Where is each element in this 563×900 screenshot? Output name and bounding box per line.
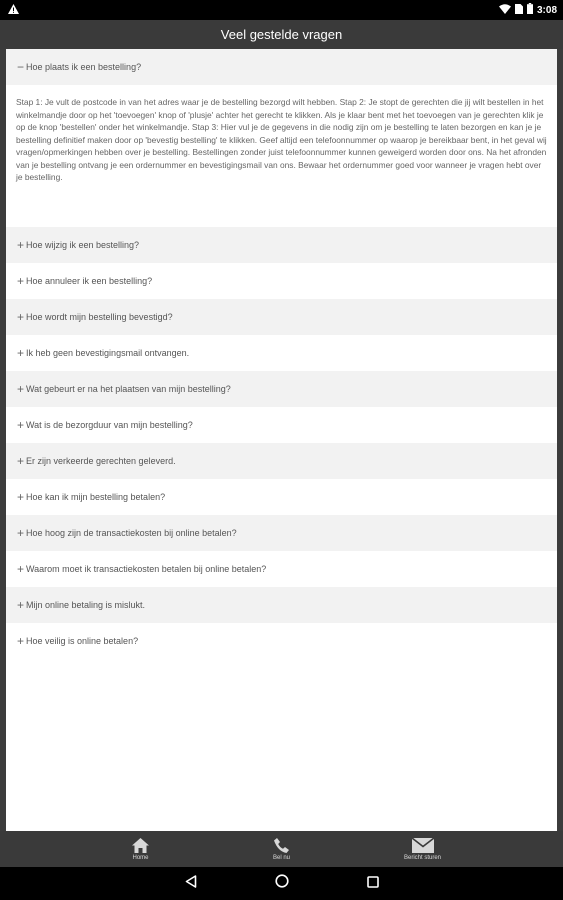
status-bar [0, 0, 563, 20]
page-title: Veel gestelde vragen [220, 27, 343, 42]
nav-message[interactable] [378, 838, 468, 861]
faq-question-label: Er zijn verkeerde gerechten geleverd. [26, 456, 176, 466]
faq-question-label: Waarom moet ik transactiekosten betalen bij online betalen? [26, 564, 267, 574]
warning-icon [8, 4, 19, 17]
faq-question[interactable] [6, 335, 557, 371]
faq-question-label: Hoe kan ik mijn bestelling betalen? [26, 492, 166, 502]
faq-answer: Stap 1: Je vult de postcode in van het adres waar je de bestelling bezorgd wilt hebben. Stap 2: Je stopt de gerechten die jij wilt bestellen in het winkelmandje door op het 'toevoegen' knop of 'plusje' achter het gerecht te klikken. Als je klaar bent met het toevoegen van je gerechten klik je op de knop 'bestellen' onder het winkelmandje. Stap 3: Hier vul je de gegevens in die nodig zijn om je bestelling te laten bezorgen en kan je je bestelling definitief maken door op 'bevestig bestelling' te klikken. Geef altijd een telefoonnummer op waarop je bereikbaar bent, in het geval wij vragen/opmerkingen hebben over je bestelling. Bestellingen zonder juist telefoonnummer kunnen geweigerd worden door ons. Na het afronden van je bestelling ontvang je een ordernummer en bevestigingsmail van ons. Bewaar het ordernummer goed voor wanneer je vragen hebt over je bestelling. [16, 97, 547, 182]
plus-icon: + [16, 490, 24, 504]
faq-question[interactable] [6, 551, 557, 587]
nav-call-label: Bel nu [272, 854, 290, 861]
home-circle-icon[interactable] [275, 874, 289, 893]
faq-question-label: Ik heb geen bevestigingsmail ontvangen. [26, 348, 190, 358]
faq-question[interactable] [6, 263, 557, 299]
faq-question[interactable] [6, 479, 557, 515]
plus-icon: + [16, 346, 24, 360]
nav-home[interactable] [96, 838, 186, 861]
faq-question-expanded[interactable] [6, 49, 557, 85]
back-icon[interactable] [185, 875, 197, 893]
faq-question[interactable] [6, 623, 557, 659]
faq-question[interactable] [6, 407, 557, 443]
no-sim-icon [515, 4, 523, 17]
plus-icon: + [16, 382, 24, 396]
plus-icon: + [16, 310, 24, 324]
faq-question-label: Hoe annuleer ik een bestelling? [26, 276, 153, 286]
plus-icon: + [16, 418, 24, 432]
bottom-nav [0, 831, 563, 867]
faq-list [6, 49, 557, 831]
mail-icon [412, 838, 434, 855]
faq-question[interactable] [6, 443, 557, 479]
plus-icon: + [16, 634, 24, 648]
faq-question-label: Hoe hoog zijn de transactiekosten bij online betalen? [26, 528, 237, 538]
faq-question[interactable] [6, 299, 557, 335]
faq-question-label: Hoe wordt mijn bestelling bevestigd? [26, 312, 173, 322]
home-icon [132, 838, 149, 855]
status-time: 3:08 [536, 4, 557, 16]
plus-icon: + [16, 562, 24, 576]
faq-question[interactable] [6, 587, 557, 623]
faq-question[interactable] [6, 371, 557, 407]
plus-icon: + [16, 274, 24, 288]
plus-icon: + [16, 238, 24, 252]
faq-question-label: Wat is de bezorgduur van mijn bestelling? [26, 420, 193, 430]
plus-icon: + [16, 454, 24, 468]
faq-question-label: Hoe plaats ik een bestelling? [26, 62, 142, 72]
recents-icon[interactable] [367, 875, 379, 893]
battery-icon [527, 3, 533, 17]
plus-icon: + [16, 526, 24, 540]
faq-question-label: Hoe veilig is online betalen? [26, 636, 139, 646]
faq-question[interactable] [6, 515, 557, 551]
plus-icon: + [16, 598, 24, 612]
minus-icon: − [16, 60, 24, 74]
wifi-icon [499, 4, 511, 17]
status-icons [499, 3, 557, 17]
nav-home-label: Home [132, 854, 149, 861]
system-nav-bar [0, 867, 563, 900]
nav-message-label: Bericht sturen [403, 854, 442, 861]
phone-icon [274, 838, 289, 855]
nav-call[interactable] [237, 838, 327, 861]
faq-question-label: Hoe wijzig ik een bestelling? [26, 240, 140, 250]
faq-question-label: Wat gebeurt er na het plaatsen van mijn bestelling? [26, 384, 231, 394]
app-bar [0, 20, 563, 49]
faq-question-label: Mijn online betaling is mislukt. [26, 600, 146, 610]
faq-question[interactable] [6, 227, 557, 263]
